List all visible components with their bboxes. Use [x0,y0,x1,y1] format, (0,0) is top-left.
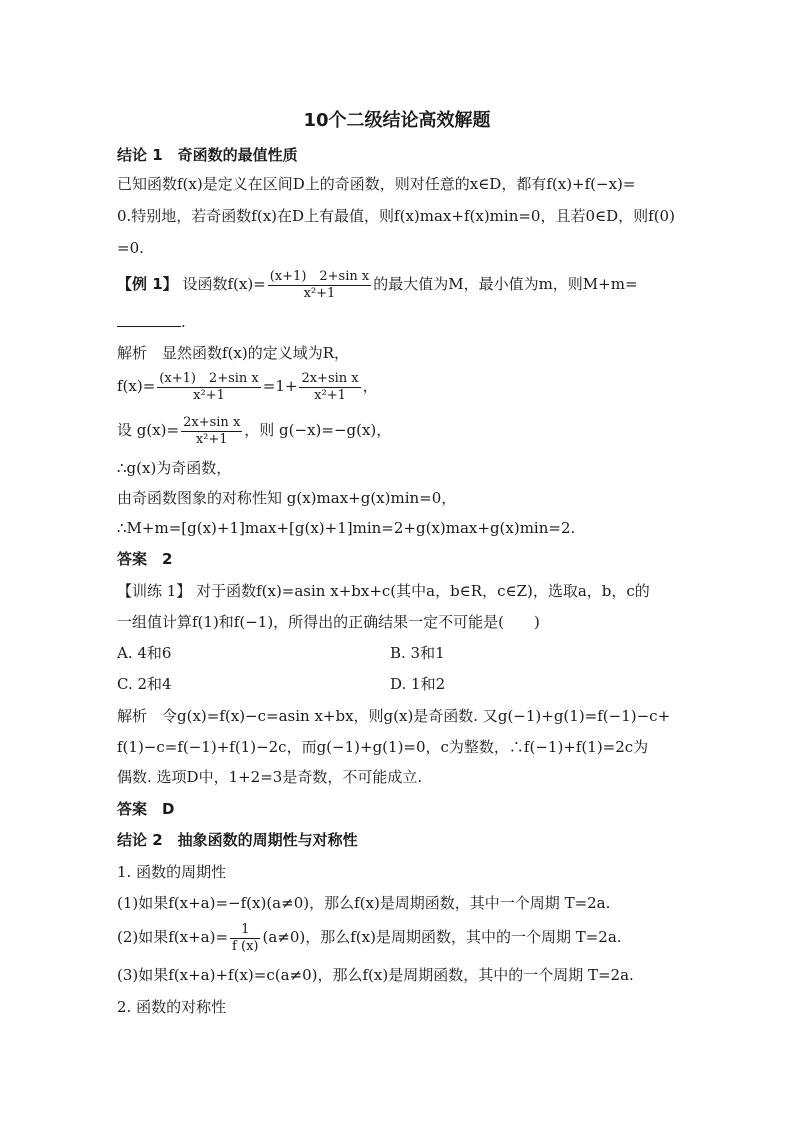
example-1-answer-blank [117,312,186,332]
option-a: A. 4和6 [117,644,172,662]
training-1-line-2: 一组值计算f(1)和f(−1)，所得出的正确结果一定不可能是( ) [117,613,540,631]
text: ， [362,377,378,395]
page-title: 10个二级结论高效解题 [303,110,491,131]
example-1 [117,266,638,302]
solution-1-line-4: ∴g(x)为奇函数， [117,459,232,477]
periodicity-item-2 [117,919,622,955]
text: (a≠0)，那么f(x)是周期函数，其中的一个周期 T=2a. [262,928,622,946]
answer-blank [117,312,181,327]
fraction-numerator: 2x+sin x [183,414,241,430]
fraction-denominator: x²+1 [157,387,260,404]
fraction-denominator: x²+1 [299,387,360,404]
example-1-fraction [268,269,371,302]
periodicity-item-1: (1)如果f(x+a)=−f(x)(a≠0)，那么f(x)是周期函数，其中一个周期 T=2a. [117,894,611,912]
symmetry-subheading: 2. 函数的对称性 [117,998,227,1016]
fraction [181,415,242,448]
fraction-denominator: f (x) [232,938,259,954]
fraction-numerator: 1 [241,921,250,937]
solution-1-line-1: 解析 显然函数f(x)的定义域为R， [117,344,350,362]
solution-1-line-5: 由奇函数图象的对称性知 g(x)max+g(x)min=0， [117,489,457,507]
example-1-pre: 设函数f(x)= [182,275,266,293]
training-1-line-1: 【训练 1】 对于函数f(x)=asin x+bx+c(其中a，b∈R，c∈Z)，选取a，b，c的 [117,582,650,600]
text: ，则 g(−x)=−g(x)， [244,421,392,439]
fraction-numerator: 2x+sin x [301,370,359,386]
fraction-denominator: x²+1 [181,431,242,448]
conclusion-1-line-2: 0.特别地，若奇函数f(x)在D上有最值，则f(x)max+f(x)min=0，且若0∈D，则f(0) [117,207,675,225]
training-1-solution-line-2: f(1)−c=f(−1)+f(1)−2c，而g(−1)+g(1)=0，c为整数，∴f(−1)+f(1)=2c为 [117,738,649,756]
solution-1-line-6: ∴M+m=[g(x)+1]max+[g(x)+1]min=2+g(x)max+g(x)min=2. [117,519,576,537]
fraction [157,371,260,404]
periodicity-subheading: 1. 函数的周期性 [117,863,227,881]
conclusion-1-heading: 结论 1 奇函数的最值性质 [117,146,298,164]
training-1-solution-line-1: 解析 令g(x)=f(x)−c=asin x+bx，则g(x)是奇函数. 又g(−1)+g(1)=f(−1)−c+ [117,707,671,725]
answer-training-1: 答案 D [117,800,175,818]
training-1-solution-line-3: 偶数. 选项D中，1+2=3是奇数，不可能成立. [117,768,423,786]
fraction-denominator: x²+1 [268,285,371,302]
conclusion-2-heading: 结论 2 抽象函数的周期性与对称性 [117,831,358,849]
periodicity-item-3: (3)如果f(x+a)+f(x)=c(a≠0)，那么f(x)是周期函数，其中的一个周期 T=2a. [117,966,634,984]
text: (2)如果f(x+a)= [117,928,229,946]
option-b: B. 3和1 [390,644,445,662]
example-1-label: 【例 1】 [117,275,178,293]
period: . [181,313,186,331]
fraction-numerator: (x+1) 2+sin x [159,370,259,386]
conclusion-1-line-1: 已知函数f(x)是定义在区间D上的奇函数，则对任意的x∈D，都有f(x)+f(−x)= [117,175,636,193]
example-1-post: 的最大值为M，最小值为m，则M+m= [373,275,638,293]
text: 设 g(x)= [117,421,180,439]
solution-1-line-3 [117,412,391,448]
text: =1+ [262,377,298,395]
option-d: D. 1和2 [390,675,446,693]
conclusion-1-line-3: =0. [117,239,144,257]
solution-1-line-2 [117,368,378,404]
fraction-numerator: (x+1) 2+sin x [269,268,370,284]
option-c: C. 2和4 [117,675,172,693]
fraction [299,371,360,404]
answer-1: 答案 2 [117,550,173,568]
fraction [230,922,260,955]
text: f(x)= [117,377,156,395]
